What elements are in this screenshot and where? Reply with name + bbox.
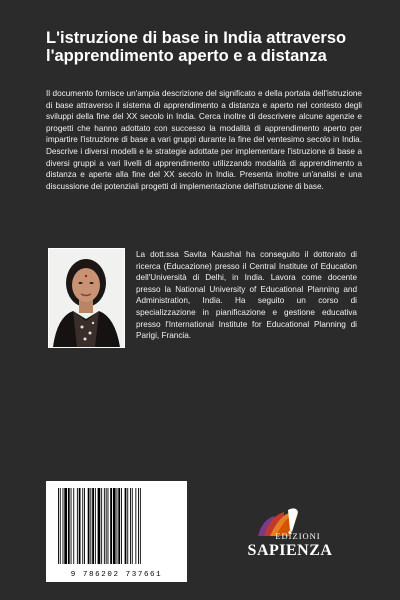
barcode-bar [77, 488, 78, 564]
barcode-bar [71, 488, 72, 564]
barcode-bar [127, 488, 128, 564]
barcode-bar [79, 488, 81, 564]
barcode-bar [110, 488, 112, 564]
barcode-bar [60, 488, 61, 564]
barcode-bar [92, 488, 94, 564]
barcode-bar [82, 488, 83, 564]
isbn-number: 9 786202 737661 [70, 571, 163, 579]
barcode-bar [140, 488, 141, 564]
publisher-logo [240, 506, 340, 566]
barcode-bar [64, 488, 67, 564]
barcode-bar [138, 488, 139, 564]
barcode-bar [101, 488, 102, 564]
barcode-bar [130, 488, 131, 564]
barcode-bar [118, 488, 120, 564]
barcode-bar [73, 488, 74, 564]
barcode-bar [58, 488, 59, 564]
barcode-bar [95, 488, 96, 564]
barcode-bar [106, 488, 107, 564]
barcode-bar [88, 488, 90, 564]
barcode-bar [84, 488, 85, 564]
author-photo [48, 248, 125, 348]
isbn-barcode [46, 481, 187, 582]
barcode-bar [90, 488, 91, 564]
barcode-bar [132, 488, 133, 564]
barcode-bar [117, 488, 118, 564]
publisher-name: SAPIENZA [247, 542, 333, 559]
barcode-bar [98, 488, 101, 564]
barcode-bar [113, 488, 116, 564]
barcode-bar [135, 488, 136, 564]
book-title: L'istruzione di base in India attraverso l'apprendimento aperto e a distanza [46, 29, 347, 65]
barcode-bar [125, 488, 127, 564]
barcode-bar [108, 488, 109, 564]
barcode-bar [104, 488, 105, 564]
barcode-bars [56, 488, 177, 566]
author-bio: La dott.ssa Savita Kaushal ha conseguito il dottorato di ricerca (Educazione) presso il Central Institute of Education dell'Università di Delhi, in India. Lavora come docente presso la National University of Educational Planning and Administration, India. Ha seguito un corso di specializzazione in pianificazione e gestione educativa presso l'International Institute for Educational Planning di Parigi, Francia. [136, 250, 357, 341]
barcode-bar [68, 488, 70, 564]
publisher-label: EDIZIONI [275, 531, 321, 541]
barcode-bar [121, 488, 122, 564]
book-description: Il documento fornisce un'ampia descrizione del significato e della portata dell'istruzione di base attraverso il sistema di apprendimento a distanza e aperto nel contesto degli sviluppi della fine del XX secolo in India. Cerca inoltre di descrivere alcune agenzie e progetti che hanno adottato con successo la modalità di apprendimento aperto per impartire l'istruzione di base a vari gruppi durante la fine del ventesimo secolo in India. Descrive i diversi modelli e le strategie adottate per implementare l'istruzione di base a diversi gruppi a vari livelli di apprendimento utilizzando modalità di apprendimento a distanza e aperte alla fine del XX secolo in India. Presenta inoltre un'analisi e una discussione dei potenziali progetti di implementazione dell'istruzione di base. [46, 89, 362, 191]
barcode-bar [63, 488, 64, 564]
